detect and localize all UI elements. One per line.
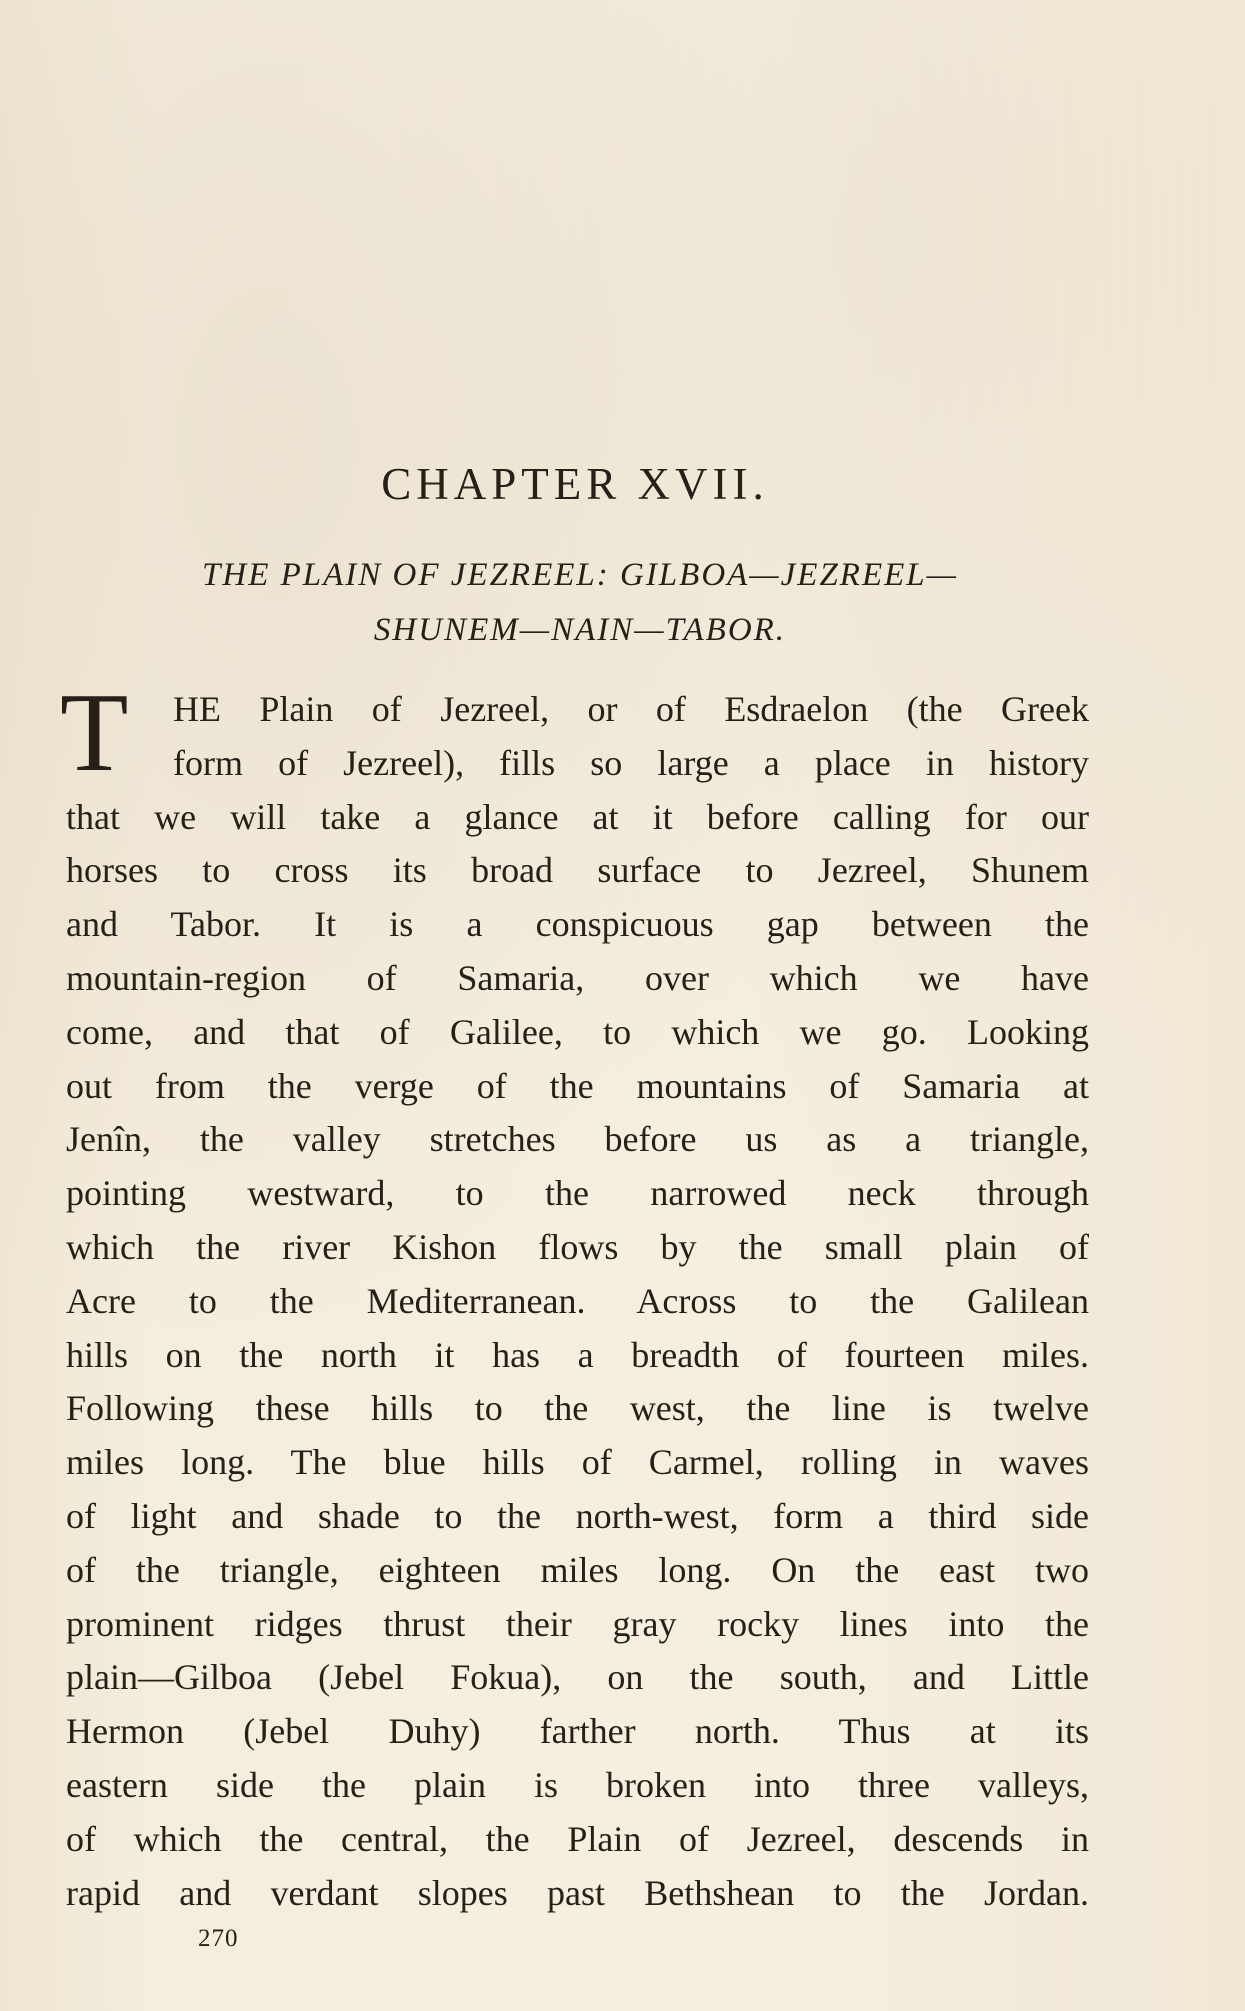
page-number: 270 (198, 1925, 239, 1952)
text-line: Following these hills to the west, the line is twelve (66, 1388, 1089, 1429)
text-line: of light and shade to the north-west, form a third side (66, 1495, 1089, 1536)
chapter-title: CHAPTER XVII. (381, 459, 769, 509)
text-line: of which the central, the Plain of Jezreel, descends in (66, 1818, 1089, 1859)
text-line: form of Jezreel), fills so large a place in history (173, 742, 1089, 783)
text-line: Acre to the Mediterranean. Across to the Galilean (66, 1280, 1089, 1321)
text-line: plain—Gilboa (Jebel Fokua), on the south, and Little (66, 1657, 1089, 1698)
text-line: and Tabor. It is a conspicuous gap between the (66, 904, 1089, 945)
text-line: pointing westward, to the narrowed neck through (66, 1173, 1089, 1214)
subtitle-line-1: THE PLAIN OF JEZREEL: GILBOA—JEZREEL— (202, 557, 958, 593)
drop-cap: T (60, 671, 129, 795)
text-line: out from the verge of the mountains of Samaria at (66, 1065, 1089, 1106)
text-line: horses to cross its broad surface to Jezreel, Shunem (66, 850, 1089, 891)
text-line: rapid and verdant slopes past Bethshean to the Jordan. (66, 1872, 1089, 1913)
text-line: come, and that of Galilee, to which we go. Looking (66, 1011, 1089, 1052)
subtitle-line-2: SHUNEM—NAIN—TABOR. (373, 612, 787, 648)
text-line: that we will take a glance at it before calling for our (66, 796, 1089, 837)
text-line: miles long. The blue hills of Carmel, rolling in waves (66, 1442, 1089, 1483)
chapter-subtitle (60, 548, 1100, 658)
text-line: eastern side the plain is broken into three valleys, (66, 1764, 1089, 1805)
body-paragraph (66, 683, 1089, 1920)
text-line: hills on the north it has a breadth of fourteen miles. (66, 1334, 1089, 1375)
text-line: HE Plain of Jezreel, or of Esdraelon (the Greek (173, 689, 1089, 729)
text-line: of the triangle, eighteen miles long. On the east two (66, 1549, 1089, 1590)
text-line: prominent ridges thrust their gray rocky lines into the (66, 1603, 1089, 1644)
text-line: Hermon (Jebel Duhy) farther north. Thus at its (66, 1711, 1089, 1752)
text-line: Jenîn, the valley stretches before us as a triangle, (66, 1119, 1089, 1160)
text-line: mountain-region of Samaria, over which we have (66, 957, 1089, 998)
text-line: which the river Kishon flows by the small plain of (66, 1226, 1089, 1267)
